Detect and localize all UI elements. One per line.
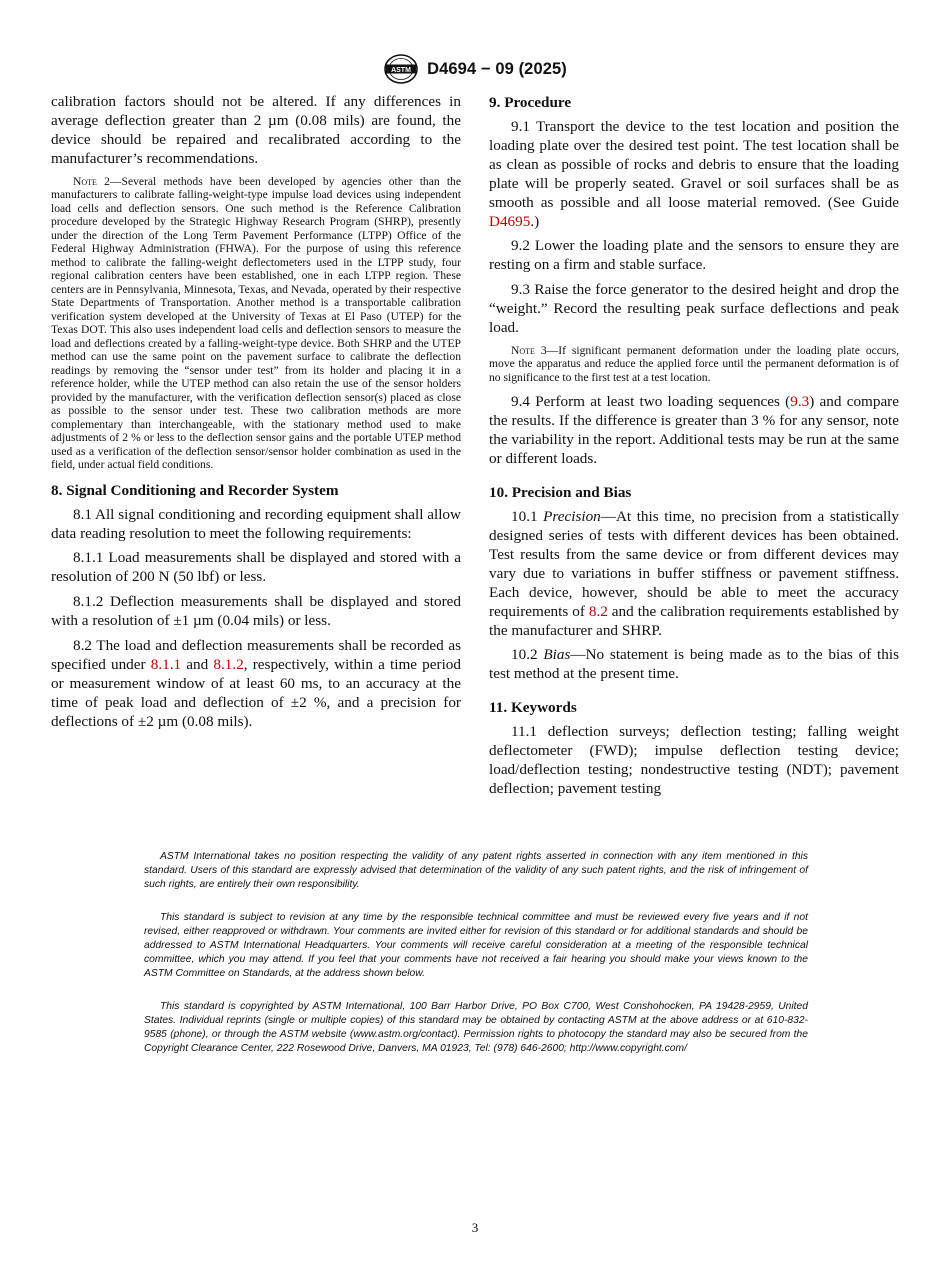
astm-logo-icon bbox=[383, 53, 419, 85]
clause-10-2 bbox=[489, 646, 899, 684]
section-10-heading: 10. Precision and Bias bbox=[489, 484, 632, 502]
page-number: 3 bbox=[471, 1220, 479, 1235]
paragraph-continuation: calibration factors should not be altered. If any differences in average deflection greater than 2 µm (0.08 mils) are found, the device should be repaired and recalibrated according to the manufacturer’s recommendations. bbox=[51, 93, 461, 167]
clause-8-2 bbox=[51, 637, 461, 732]
clause-9-4 bbox=[489, 393, 899, 469]
ref-link-8-1-2[interactable]: 8.1.2 bbox=[213, 655, 244, 673]
clause-8-1-1: 8.1.1 Load measurements shall be displayed and stored with a resolution of 200 N (50 lbf) or less. bbox=[51, 549, 461, 586]
clause-text: 9.1 Transport the device to the test location and position the loading plate over the desired test point. The test location shall be as clean as possible of rocks and debris to ensure that the loading plate will be properly seated. Gravel or soil surfaces shall be as smooth as possible and all loose material removed. (See Guide bbox=[489, 118, 899, 211]
clause-text: ) and compare the results. If the difference is greater than 3 % for any sensor, note the variability in the report. Additional tests may be run at the same or different loads. bbox=[489, 393, 899, 468]
clause-term: Precision bbox=[543, 508, 601, 526]
copyright-notice: This standard is copyrighted by ASTM International, 100 Barr Harbor Drive, PO Box C700, West Conshohocken, PA 19428-2959, United States. Individual reprints (single or multiple copies) of this standard may be obtained by contacting ASTM at the above address or at 610-832-9585 (phone), or through the ASTM website (www.astm.org/contact). Permission rights to photocopy the standard may also be secured from the Copyright Clearance Center, 222 Rosewood Drive, Danvers, MA 01923, Tel: (978) 646-2600; http://www.copyright.com/ bbox=[144, 1001, 808, 1054]
clause-number: 10.1 bbox=[511, 508, 544, 526]
clause-text: , respectively, within a time period or measurement window of at least 60 ms, to an accuracy at the time of peak load and deflection of ±2 %, and a precision for deflections of ±2 µm (0.08 mils). bbox=[51, 655, 461, 730]
ref-link-8-2[interactable]: 8.2 bbox=[588, 602, 608, 620]
section-9-heading: 9. Procedure bbox=[489, 94, 572, 111]
clause-10-1 bbox=[489, 508, 899, 640]
clause-text: —At this time, no precision from a statistically designed series of tests with different devices has been obtained. Test results from the same device or from different devices may vary due to variations in buffer stiffness or pavement stiffness. Each device, however, should be able to meet the accuracy requirements of bbox=[489, 508, 899, 620]
note-3 bbox=[489, 344, 899, 385]
clause-text: 8.2 The load and deflection measurements shall be recorded as specified under bbox=[51, 637, 461, 673]
ref-link-d4695[interactable]: D4695 bbox=[489, 212, 531, 230]
clause-9-1 bbox=[489, 118, 899, 231]
standard-designation: D4694 − 09 (2025) bbox=[427, 59, 567, 78]
note-text: —Several methods have been developed by agencies other than the manufacturers to calibrate falling-weight-type impulse load devices using independent load cells and deflection sensors. One such method is the Reference Calibration procedure developed by the Strategic Highway Research Program (SHRP), presently under the direction of the Long Term Pavement Performance (LTPP) Office of the Federal Highway Administration (FHWA). For the purpose of using this reference method to calibrate the falling-weight deflectometers used in the LTPP study, four regional calibration centers have been established, one in each LTPP region. These centers are in Pennsylvania, Minnesota, Texas, and Nevada, operated by their respective State Departments of Transportation. Another method is a transportable calibration verification system developed at the University of Texas at El Paso (UTEP) for the Texas DOT. This also uses independent load cells and deflection sensors to measure the load and deflections created by a falling-weight-type device. Both SHRP and the UTEP method can use the same point on the pavement surface to calibrate the deflection readings by removing the “sensor under test” from its holder and placing it in a reference holder, while the UTEP method can also retain the use of the sensor holders provided by the manufacturer, with the verification deflection sensor(s) placed as close as possible to the sensor under test. These two calibration methods are more complementary than interchangeable, with the stationary method used to make adjustments of 2 % or less to the deflection sensor gains and the portable UTEP method used as a verification of the deflection sensor/sensor holder combination as used in the field, under actual field conditions. bbox=[51, 174, 461, 472]
patent-notice: ASTM International takes no position respecting the validity of any patent rights asserted in connection with any item mentioned in this standard. Users of this standard are expressly advised that determination of the validity of any such patent rights, and the risk of infringement of such rights, are entirely their own responsibility. bbox=[144, 851, 808, 890]
clause-text: and bbox=[181, 655, 214, 673]
note-2 bbox=[51, 175, 461, 472]
section-8-heading: 8. Signal Conditioning and Recorder System bbox=[51, 481, 339, 499]
clause-8-1-2: 8.1.2 Deflection measurements shall be displayed and stored with a resolution of ±1 µm (0.04 mils) or less. bbox=[51, 593, 461, 630]
clause-9-2: 9.2 Lower the loading plate and the sensors to ensure they are resting on a firm and stable surface. bbox=[489, 237, 899, 274]
note-text: —If significant permanent deformation under the loading plate occurs, move the apparatus and reduce the applied force until the permanent deformation is of no significance to the first test at a test location. bbox=[489, 343, 899, 384]
clause-text: and the calibration requirements established by the manufacturer and SHRP. bbox=[489, 602, 899, 639]
clause-text: 9.4 Perform at least two loading sequences ( bbox=[511, 393, 791, 411]
clause-term: Bias bbox=[543, 646, 571, 664]
right-column bbox=[489, 93, 899, 805]
clause-9-3: 9.3 Raise the force generator to the desired height and drop the “weight.” Record the resulting peak surface deflections and peak load. bbox=[489, 281, 899, 337]
ref-link-9-3[interactable]: 9.3 bbox=[790, 393, 810, 411]
page-header bbox=[0, 52, 950, 86]
revision-notice: This standard is subject to revision at any time by the responsible technical committee and must be reviewed every five years and if not revised, either reapproved or withdrawn. Your comments are invited either for revision of this standard or for additional standards and should be addressed to ASTM International Headquarters. Your comments will receive careful consideration at a meeting of the responsible technical committee, which you may attend. If you feel that your comments have not received a fair hearing you should make your views known to the ASTM Committee on Standards, at the address shown below. bbox=[144, 912, 808, 979]
clause-text: —No statement is being made as to the bias of this test method at the present time. bbox=[489, 646, 900, 683]
logo-lettering: ASTM bbox=[391, 66, 412, 74]
ref-link-8-1-1[interactable]: 8.1.1 bbox=[150, 655, 182, 673]
clause-number: 10.2 bbox=[511, 646, 544, 664]
legal-notices bbox=[144, 850, 808, 1075]
clause-text: .) bbox=[530, 212, 540, 230]
left-column bbox=[51, 93, 461, 738]
section-11-heading: 11. Keywords bbox=[489, 699, 577, 717]
note-label: Note 2 bbox=[73, 174, 110, 188]
note-label: Note 3 bbox=[511, 343, 547, 357]
clause-11-1: 11.1 deflection surveys; deflection testing; falling weight deflectometer (FWD); impulse deflection testing device; load/deflection testing; nondestructive testing (NDT); pavement deflection; pavement testing bbox=[489, 723, 899, 797]
clause-8-1: 8.1 All signal conditioning and recording equipment shall allow data reading resolution to meet the following requirements: bbox=[51, 505, 461, 542]
